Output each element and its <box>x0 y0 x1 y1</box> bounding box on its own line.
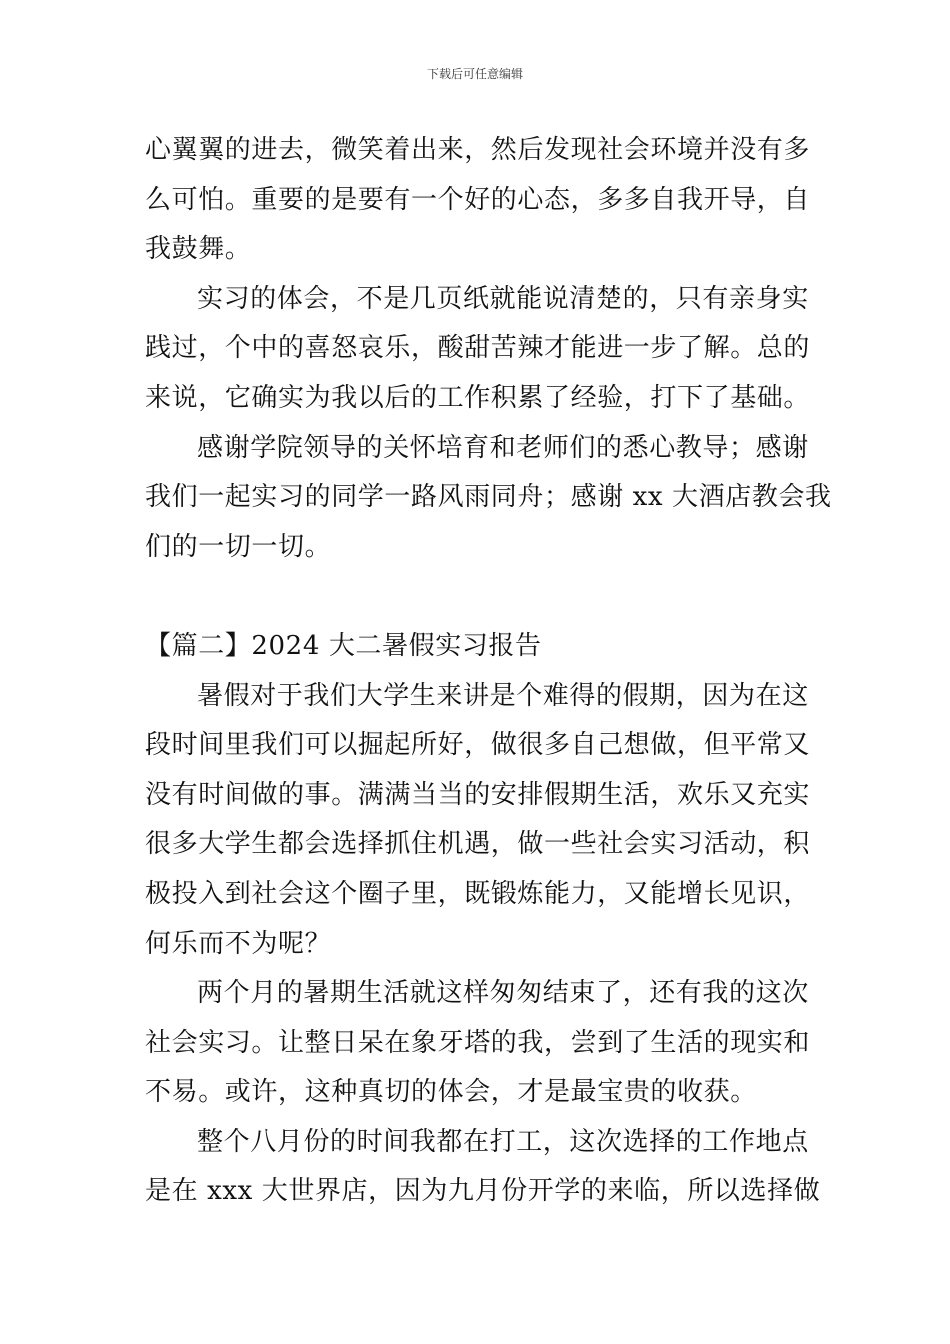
text-line: 极投入到社会这个圈子里，既锻炼能力，又能增长见识， <box>145 878 811 909</box>
paragraph-start-line: 暑假对于我们大学生来讲是个难得的假期，因为在这 <box>197 680 809 711</box>
blank-line <box>145 572 805 622</box>
paragraph-start-line: 整个八月份的时间我都在打工，这次选择的工作地点 <box>197 1126 809 1157</box>
text-line: 段时间里我们可以掘起所好，做很多自己想做，但平常又 <box>145 730 811 761</box>
text-line: 没有时间做的事。满满当当的安排假期生活，欢乐又充实 <box>145 779 811 810</box>
text-line: 心翼翼的进去，微笑着出来，然后发现社会环境并没有多 <box>145 135 811 165</box>
section-heading: 【篇二】2024 大二暑假实习报告 <box>145 630 542 661</box>
page-header: 下载后可任意编辑 <box>426 67 523 81</box>
text-line: 来说，它确实为我以后的工作积累了经验，打下了基础。 <box>145 382 811 413</box>
paragraph-start-line: 感谢学院领导的关怀培育和老师们的悉心教导；感谢 <box>197 432 809 463</box>
text-line: 很多大学生都会选择抓住机遇，做一些社会实习活动，积 <box>145 829 811 860</box>
text-line: 社会实习。让整日呆在象牙塔的我，尝到了生活的现实和 <box>145 1027 811 1058</box>
text-line: 何乐而不为呢？ <box>145 928 332 959</box>
text-line: 我们一起实习的同学一路风雨同舟；感谢 xx 大酒店教会我 <box>145 482 832 513</box>
text-line: 么可怕。重要的是要有一个好的心态，多多自我开导，自 <box>145 184 811 215</box>
paragraph-start-line: 实习的体会，不是几页纸就能说清楚的，只有亲身实 <box>197 283 809 314</box>
text-line: 我鼓舞。 <box>145 234 252 265</box>
text-line: 们的一切一切。 <box>145 531 332 562</box>
text-line: 践过，个中的喜怒哀乐，酸甜苦辣才能进一步了解。总的 <box>145 333 811 364</box>
document-body <box>145 126 832 1217</box>
paragraph-start-line: 两个月的暑期生活就这样匆匆结束了，还有我的这次 <box>197 978 809 1009</box>
text-line: 不易。或许，这种真切的体会，才是最宝贵的收获。 <box>145 1077 757 1108</box>
text-line: 是在 xxx 大世界店，因为九月份开学的来临，所以选择做 <box>145 1176 821 1207</box>
